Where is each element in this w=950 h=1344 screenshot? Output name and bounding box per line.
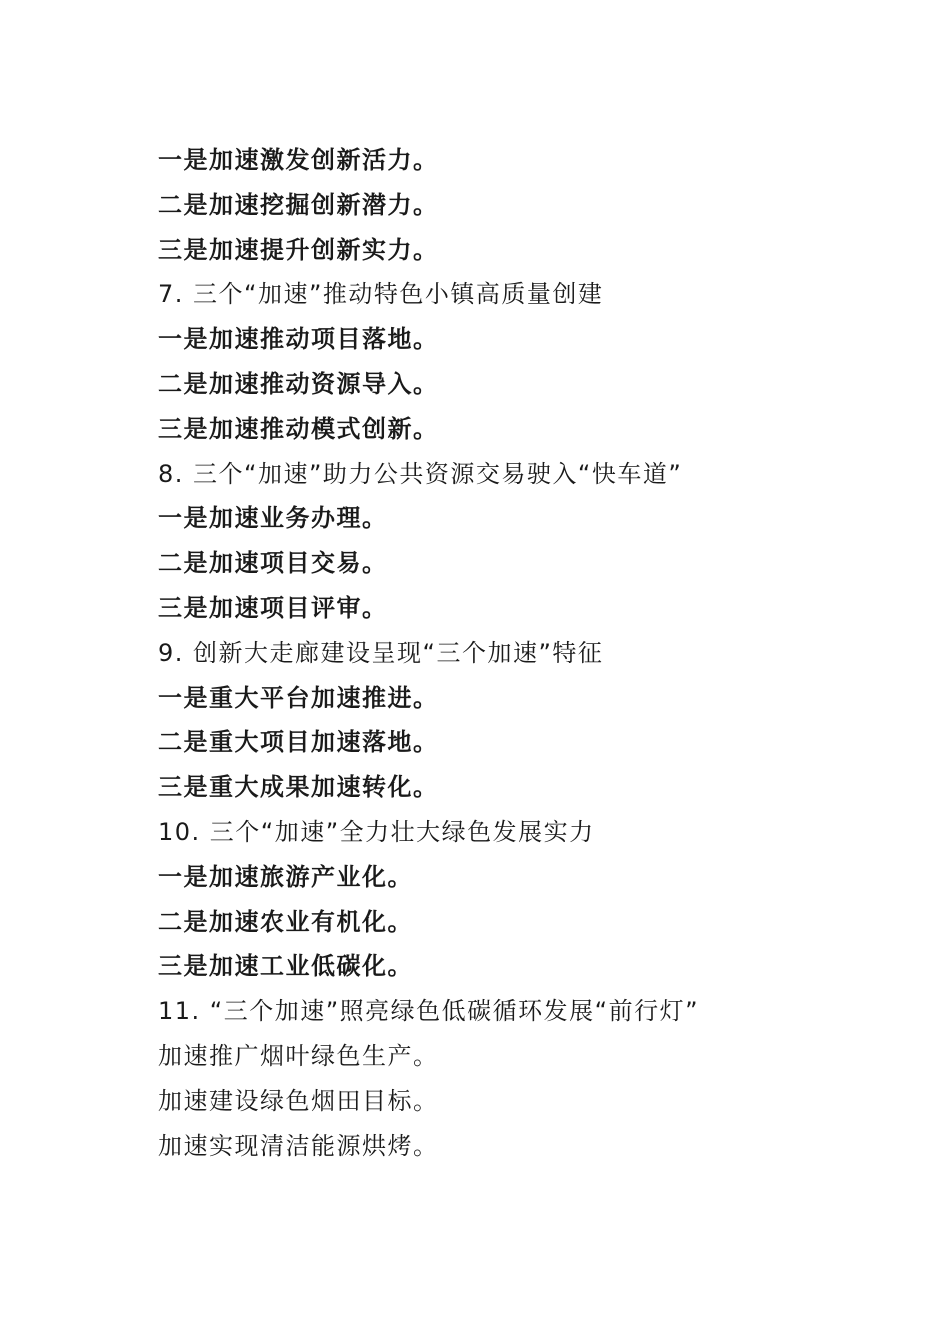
list-item: 一是重大平台加速推进。 [158,682,439,712]
section-heading: 9. 创新大走廊建设呈现“三个加速”特征 [158,638,604,667]
list-item: 二是加速挖掘创新潜力。 [158,189,439,219]
list-item: 一是加速旅游产业化。 [158,861,413,891]
list-item: 一是加速激发创新活力。 [158,145,439,174]
list-item: 三是加速项目评审。 [158,592,388,622]
section-heading: 8. 三个“加速”助力公共资源交易驶入“快车道” [158,459,683,488]
list-item: 三是加速推动模式创新。 [158,413,439,443]
list-item: 加速推广烟叶绿色生产。 [158,1041,439,1070]
list-item: 三是加速工业低碳化。 [158,951,413,981]
document-body [158,138,878,1168]
section-heading: 7. 三个“加速”推动特色小镇高质量创建 [158,280,604,309]
section-heading: 10. 三个“加速”全力壮大绿色发展实力 [158,817,595,846]
list-item: 加速实现清洁能源烘烤。 [158,1131,439,1160]
list-item: 二是加速农业有机化。 [158,906,413,936]
section-heading: 11. “三个加速”照亮绿色低碳循环发展“前行灯” [158,997,700,1026]
list-item: 一是加速推动项目落地。 [158,324,439,354]
list-item: 二是重大项目加速落地。 [158,727,439,757]
list-item: 二是加速推动资源导入。 [158,368,439,398]
list-item: 一是加速业务办理。 [158,503,388,533]
list-item: 三是加速提升创新实力。 [158,234,439,264]
list-item: 加速建设绿色烟田目标。 [158,1086,439,1115]
list-item: 二是加速项目交易。 [158,548,388,578]
list-item: 三是重大成果加速转化。 [158,772,439,802]
